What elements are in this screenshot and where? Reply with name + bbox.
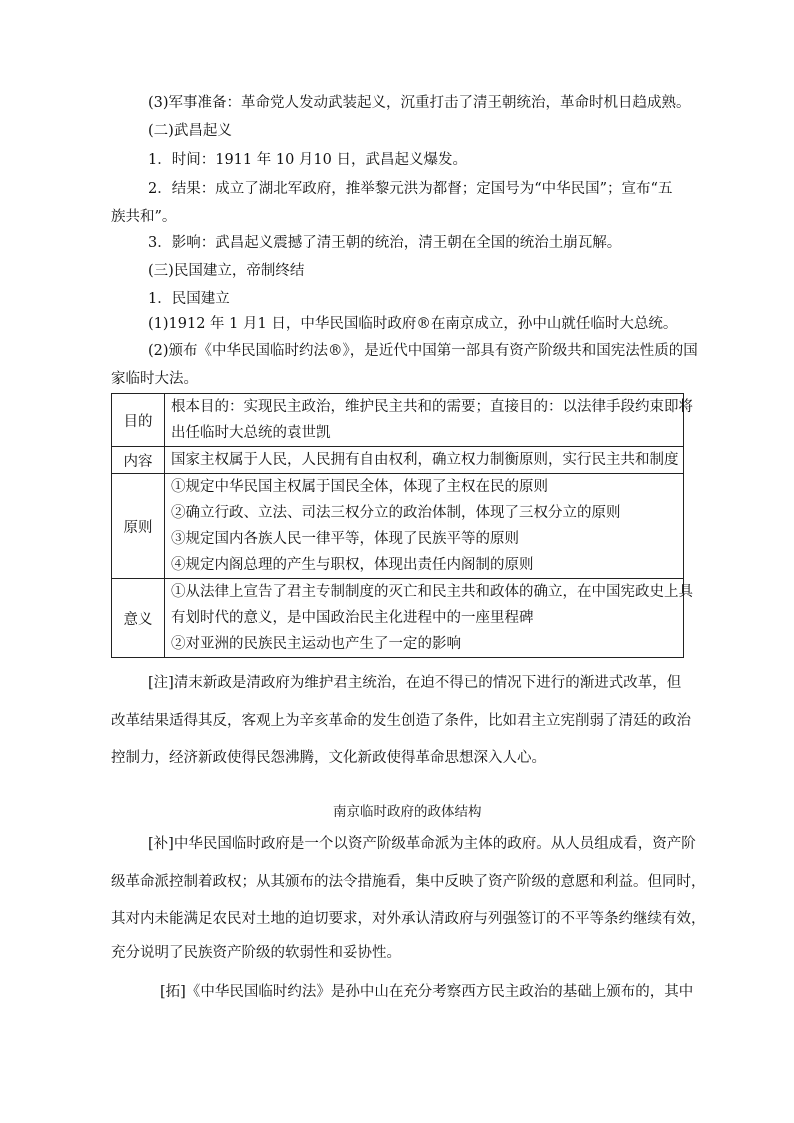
cell-line: ②确立行政、立法、司法三权分立的政治体制，体现了三权分立的原则 [171,505,621,521]
row-header-principles: 原则 [112,474,165,579]
founding-item-2-line-1: (2)颁布《中华民国临时约法®》，是近代中国第一部具有资产阶级共和国宪法性质的国 [148,343,698,359]
supplement-line-2: 级革命派控制着政权；从其颁布的法令措施看，集中反映了资产阶级的意愿和利益。但同时， [111,874,706,890]
row-header-purpose: 目的 [112,394,165,447]
table-row-principles [112,474,684,579]
cell-line: ①从法律上宣告了君主专制制度的灭亡和民主共和政体的确立，在中国宪政史上具 [171,584,693,600]
supplement-line-4: 充分说明了民族资产阶级的软弱性和妥协性。 [111,945,401,961]
wuchang-impact-text: 3．影响：武昌起义震撼了清王朝的统治，清王朝在全国的统治土崩瓦解。 [148,235,622,251]
row-body-principles [165,474,684,579]
supplement-line-3: 其对内未能满足农民对土地的迫切要求，对外承认清政府与列强签订的不平等条约继续有效， [111,911,706,927]
cell-line: ③规定国内各族人民一律平等，体现了民族平等的原则 [171,531,519,547]
row-body-significance [165,579,693,658]
wuchang-result-text-1: 2．结果：成立了湖北军政府，推举黎元洪为都督；定国号为“中华民国”；宣布“五 [148,181,673,197]
supplement-line-1: [补]中华民国临时政府是一个以资产阶级革命派为主体的政府。从人员组成看，资产阶 [148,836,696,852]
wuchang-time-text: 1．时间：1911 年 10 月10 日，武昌起义爆发。 [148,152,467,168]
wuchang-result-text-2: 族共和”。 [111,209,177,225]
table-row-significance [112,579,684,658]
table-row-purpose [112,394,684,447]
row-body-purpose [165,394,693,447]
row-header-significance: 意义 [112,579,165,658]
wuchang-uprising-heading: (二)武昌起义 [148,123,232,139]
note-line-3: 控制力，经济新政使得民怨沸腾，文化新政使得革命思想深入人心。 [111,750,546,766]
founding-heading: 1．民国建立 [148,291,230,307]
row-header-content: 内容 [112,447,165,474]
military-preparation-text: (3)军事准备：革命党人发动武装起义，沉重打击了清王朝统治，革命时机日趋成熟。 [148,95,691,111]
cell-line: 国家主权属于人民，人民拥有自由权利，确立权力制衡原则，实行民主共和制度 [171,452,679,468]
table-row-content [112,447,684,474]
provisional-constitution-table [111,393,693,658]
cell-line: ①规定中华民国主权属于国民全体，体现了主权在民的原则 [171,479,548,495]
cell-line: 根本目的：实现民主政治，维护民主共和的需要；直接目的：以法律手段约束即将 [171,399,693,415]
cell-line: 有划时代的意义，是中国政治民主化进程中的一座里程碑 [171,610,534,626]
cell-line: ④规定内阁总理的产生与职权，体现出责任内阁制的原则 [171,557,534,573]
founding-item-2-line-2: 家临时大法。 [111,371,198,387]
republic-heading: (三)民国建立，帝制终结 [148,263,305,279]
founding-item-1: (1)1912 年 1 月1 日，中华民国临时政府®在南京成立，孙中山就任临时大总统。 [148,316,678,332]
note-line-1: [注]清末新政是清政府为维护君主统治，在迫不得已的情况下进行的渐进式改革，但 [148,675,682,691]
extension-line-1: [拓]《中华民国临时约法》是孙中山在充分考察西方民主政治的基础上颁布的，其中 [160,984,694,1000]
cell-line: 出任临时大总统的袁世凯 [171,425,331,441]
section-title: 南京临时政府的政体结构 [333,804,482,820]
cell-line: ②对亚洲的民族民主运动也产生了一定的影响 [171,636,461,652]
note-line-2: 改革结果适得其反，客观上为辛亥革命的发生创造了条件，比如君主立宪削弱了清廷的政治 [111,713,691,729]
row-body-content [165,447,684,474]
